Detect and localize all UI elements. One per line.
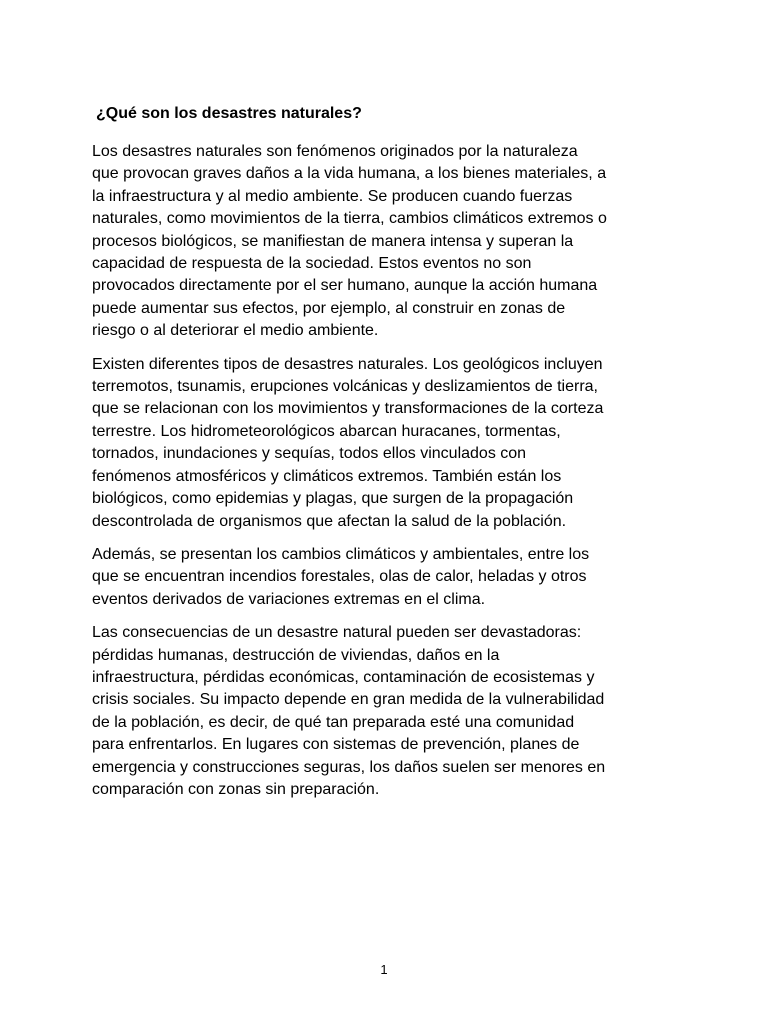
text-line: la infraestructura y al medio ambiente. Se producen cuando fuerzas	[92, 187, 573, 205]
text-line: Además, se presentan los cambios climáticos y ambientales, entre los	[92, 545, 590, 563]
text-line: naturales, como movimientos de la tierra, cambios climáticos extremos o	[92, 210, 607, 228]
document-title: ¿Qué son los desastres naturales?	[96, 105, 362, 122]
text-line: comparación con zonas sin preparación.	[92, 780, 380, 798]
text-line: crisis sociales. Su impacto depende en gran medida de la vulnerabilidad	[92, 691, 605, 709]
text-line: fenómenos atmosféricos y climáticos extremos. También están los	[92, 467, 562, 485]
text-line: eventos derivados de variaciones extremas en el clima.	[92, 590, 486, 608]
text-line: biológicos, como epidemias y plagas, que surgen de la propagación	[92, 490, 574, 508]
text-line: capacidad de respuesta de la sociedad. Estos eventos no son	[92, 255, 532, 273]
paragraph-types	[92, 354, 680, 533]
text-line: pérdidas humanas, destrucción de viviendas, daños en la	[92, 646, 500, 664]
text-line: terrestre. Los hidrometeorológicos abarcan huracanes, tormentas,	[92, 422, 561, 440]
text-line: procesos biológicos, se manifiestan de manera intensa y superan la	[92, 232, 574, 250]
text-line: Los desastres naturales son fenómenos originados por la naturaleza	[92, 143, 578, 160]
text-line: que se relacionan con los movimientos y transformaciones de la corteza	[92, 400, 604, 418]
text-line: para enfrentarlos. En lugares con sistemas de prevención, planes de	[92, 736, 580, 754]
text-line: emergencia y construcciones seguras, los daños suelen ser menores en	[92, 758, 606, 776]
page-number: 1	[380, 962, 388, 977]
text-line: infraestructura, pérdidas económicas, contaminación de ecosistemas y	[92, 668, 595, 686]
document-body	[92, 141, 680, 812]
paragraph-climate	[92, 544, 680, 611]
paragraph-definition	[92, 141, 680, 343]
text-line: descontrolada de organismos que afectan la salud de la población.	[92, 512, 567, 530]
paragraph-consequences	[92, 622, 680, 801]
text-line: provocados directamente por el ser humano, aunque la acción humana	[92, 277, 598, 295]
text-line: de la población, es decir, de qué tan preparada esté una comunidad	[92, 713, 575, 731]
text-line: Las consecuencias de un desastre natural pueden ser devastadoras:	[92, 624, 582, 642]
text-line: tornados, inundaciones y sequías, todos ellos vinculados con	[92, 445, 527, 463]
text-line: riesgo o al deteriorar el medio ambiente.	[92, 322, 379, 340]
text-line: que provocan graves daños a la vida humana, a los bienes materiales, a	[92, 165, 607, 183]
text-line: puede aumentar sus efectos, por ejemplo, al construir en zonas de	[92, 299, 566, 317]
text-line: que se encuentran incendios forestales, olas de calor, heladas y otros	[92, 568, 587, 586]
text-line: terremotos, tsunamis, erupciones volcánicas y deslizamientos de tierra,	[92, 378, 598, 396]
text-line: Existen diferentes tipos de desastres naturales. Los geológicos incluyen	[92, 355, 603, 373]
